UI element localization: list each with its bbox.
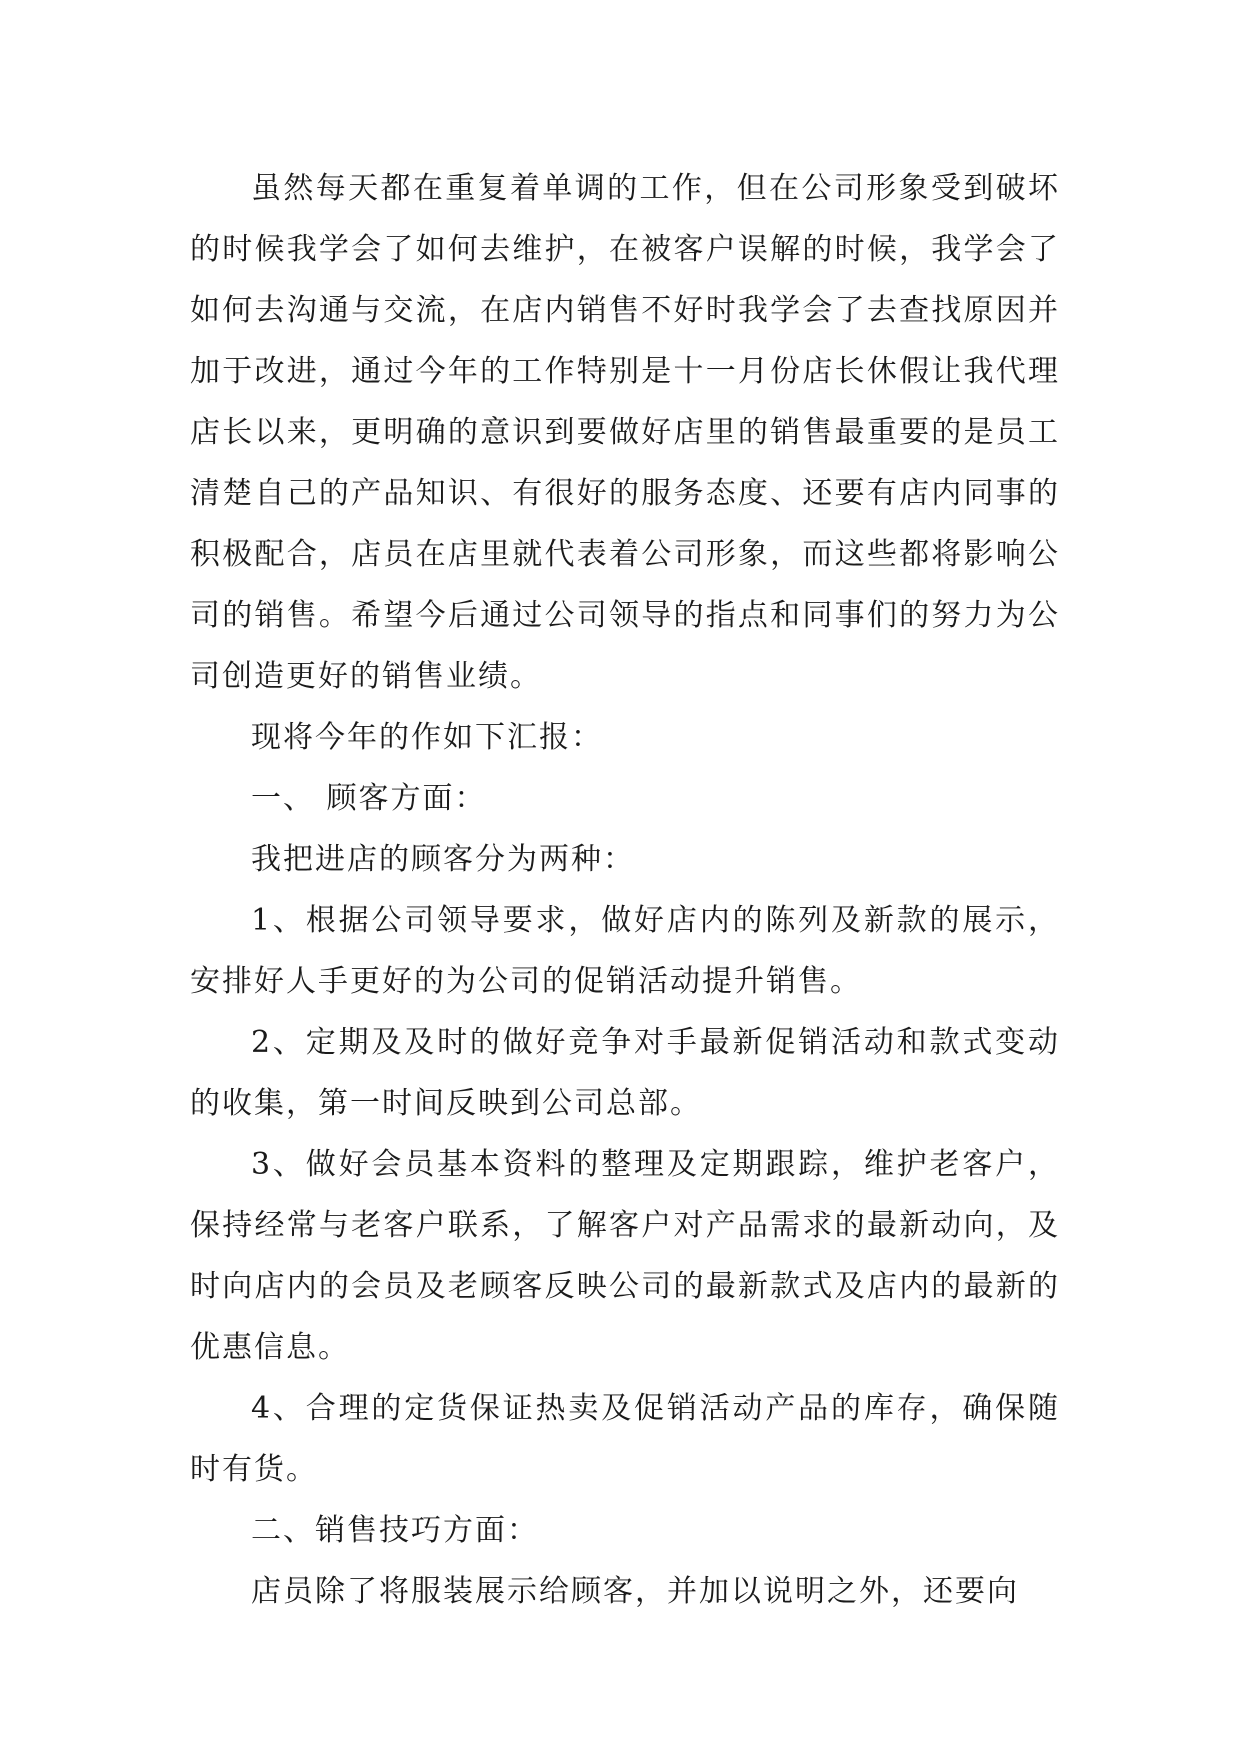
list-item-3: 3、做好会员基本资料的整理及定期跟踪，维护老客户，保持经常与老客户联系，了解客户对产品需求的最新动向，及时向店内的会员及老顾客反映公司的最新款式及店内的最新的优惠信息。 [190,1147,1060,1365]
paragraph-report-heading: 现将今年的作如下汇报： [251,720,603,755]
section-heading-sales-skills: 二、销售技巧方面： [251,1513,539,1548]
paragraph-customer-types: 我把进店的顾客分为两种： [251,842,635,877]
list-item-1: 1、根据公司领导要求，做好店内的陈列及新款的展示，安排好人手更好的为公司的促销活动提升销售。 [190,903,1060,999]
document-body [190,158,1060,1622]
paragraph-sales-skills: 店员除了将服装展示给顾客，并加以说明之外，还要向 [251,1574,1019,1609]
list-item-2: 2、定期及及时的做好竞争对手最新促销活动和款式变动的收集，第一时间反映到公司总部。 [190,1025,1060,1121]
section-heading-customers: 一、 顾客方面： [251,781,487,816]
paragraph-intro: 虽然每天都在重复着单调的工作，但在公司形象受到破坏的时候我学会了如何去维护，在被客户误解的时候，我学会了如何去沟通与交流，在店内销售不好时我学会了去查找原因并加于改进，通过今年的工作特别是十一月份店长休假让我代理店长以来，更明确的意识到要做好店里的销售最重要的是员工清楚自己的产品知识、有很好的服务态度、还要有店内同事的积极配合，店员在店里就代表着公司形象，而这些都将影响公司的销售。希望今后通过公司领导的指点和同事们的努力为公司创造更好的销售业绩。 [190,171,1060,694]
list-item-4: 4、合理的定货保证热卖及促销活动产品的库存，确保随时有货。 [190,1391,1060,1487]
